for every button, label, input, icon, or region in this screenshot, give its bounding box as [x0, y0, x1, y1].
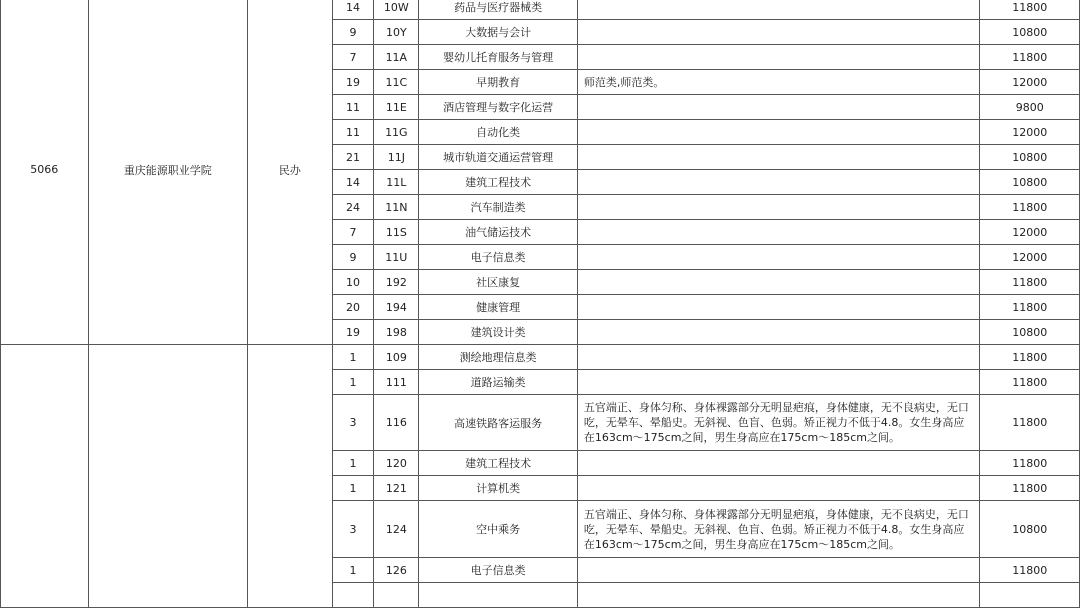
- major-code-cell: 194: [374, 295, 419, 320]
- major-code-cell: 116: [374, 395, 419, 451]
- major-code-cell: 121: [374, 476, 419, 501]
- tuition-fee-cell: 10800: [980, 170, 1080, 195]
- major-code-cell: 192: [374, 270, 419, 295]
- school-type-cell: [248, 345, 333, 608]
- tuition-fee-cell: 10800: [980, 20, 1080, 45]
- remark-cell: [577, 451, 979, 476]
- plan-count-cell: [332, 583, 374, 608]
- plan-count-cell: 1: [332, 451, 374, 476]
- remark-cell: [577, 476, 979, 501]
- remark-cell: 五官端正、身体匀称、身体裸露部分无明显疤痕，身体健康，无不良病史，无口吃，无晕车、晕船史。无斜视、色盲、色弱。矫正视力不低于4.8。女生身高应在163cm～175cm之间，男生身高应在175cm～185cm之间。: [577, 501, 979, 558]
- plan-count-cell: 19: [332, 320, 374, 345]
- tuition-fee-cell: 12000: [980, 70, 1080, 95]
- remark-cell: [577, 370, 979, 395]
- tuition-fee-cell: 10800: [980, 320, 1080, 345]
- major-code-cell: 126: [374, 558, 419, 583]
- tuition-fee-cell: 11800: [980, 270, 1080, 295]
- tuition-fee-cell: 11800: [980, 558, 1080, 583]
- major-name-cell: 计算机类: [419, 476, 578, 501]
- plan-count-cell: 9: [332, 20, 374, 45]
- plan-count-cell: 1: [332, 345, 374, 370]
- major-name-cell: 建筑工程技术: [419, 170, 578, 195]
- major-name-cell: 空中乘务: [419, 501, 578, 558]
- remark-cell: [577, 220, 979, 245]
- tuition-fee-cell: 12000: [980, 120, 1080, 145]
- tuition-fee-cell: 11800: [980, 370, 1080, 395]
- remark-cell: [577, 320, 979, 345]
- major-code-cell: 11L: [374, 170, 419, 195]
- remark-cell: [577, 95, 979, 120]
- plan-count-cell: 3: [332, 395, 374, 451]
- remark-cell: [577, 558, 979, 583]
- remark-cell: [577, 295, 979, 320]
- major-name-cell: 高速铁路客运服务: [419, 395, 578, 451]
- plan-count-cell: 7: [332, 220, 374, 245]
- tuition-fee-cell: 9800: [980, 95, 1080, 120]
- major-code-cell: 10Y: [374, 20, 419, 45]
- school-code-cell: 5066: [1, 0, 89, 345]
- major-code-cell: 109: [374, 345, 419, 370]
- major-code-cell: 11G: [374, 120, 419, 145]
- school-name-cell: [88, 345, 247, 608]
- plan-count-cell: 1: [332, 476, 374, 501]
- major-code-cell: 11N: [374, 195, 419, 220]
- remark-cell: [577, 583, 979, 608]
- major-name-cell: 道路运输类: [419, 370, 578, 395]
- plan-count-cell: 3: [332, 501, 374, 558]
- major-code-cell: 11A: [374, 45, 419, 70]
- tuition-fee-cell: 11800: [980, 45, 1080, 70]
- major-code-cell: 11E: [374, 95, 419, 120]
- major-name-cell: 电子信息类: [419, 558, 578, 583]
- plan-count-cell: 7: [332, 45, 374, 70]
- major-name-cell: 建筑工程技术: [419, 451, 578, 476]
- tuition-fee-cell: [980, 583, 1080, 608]
- major-name-cell: 测绘地理信息类: [419, 345, 578, 370]
- major-code-cell: 10W: [374, 0, 419, 20]
- major-code-cell: 11U: [374, 245, 419, 270]
- plan-count-cell: 11: [332, 95, 374, 120]
- tuition-fee-cell: 12000: [980, 245, 1080, 270]
- major-code-cell: 11C: [374, 70, 419, 95]
- plan-count-cell: 20: [332, 295, 374, 320]
- remark-cell: 五官端正、身体匀称、身体裸露部分无明显疤痕，身体健康，无不良病史，无口吃，无晕车、晕船史。无斜视、色盲、色弱。矫正视力不低于4.8。女生身高应在163cm～175cm之间，男生身高应在175cm～185cm之间。: [577, 395, 979, 451]
- school-name-cell: 重庆能源职业学院: [88, 0, 247, 345]
- major-code-cell: 120: [374, 451, 419, 476]
- tuition-fee-cell: 11800: [980, 345, 1080, 370]
- table-row: [1, 345, 1080, 370]
- tuition-fee-cell: 10800: [980, 501, 1080, 558]
- remark-cell: [577, 345, 979, 370]
- major-name-cell: [419, 583, 578, 608]
- major-name-cell: 自动化类: [419, 120, 578, 145]
- remark-cell: [577, 170, 979, 195]
- school-code-cell: [1, 345, 89, 608]
- major-code-cell: 11S: [374, 220, 419, 245]
- plan-count-cell: 21: [332, 145, 374, 170]
- major-name-cell: 健康管理: [419, 295, 578, 320]
- major-name-cell: 婴幼儿托育服务与管理: [419, 45, 578, 70]
- plan-count-cell: 9: [332, 245, 374, 270]
- school-type-cell: 民办: [248, 0, 333, 345]
- plan-count-cell: 1: [332, 558, 374, 583]
- plan-count-cell: 10: [332, 270, 374, 295]
- remark-cell: 师范类,师范类。: [577, 70, 979, 95]
- remark-cell: [577, 145, 979, 170]
- remark-cell: [577, 0, 979, 20]
- remark-cell: [577, 270, 979, 295]
- plan-count-cell: 14: [332, 0, 374, 20]
- major-name-cell: 建筑设计类: [419, 320, 578, 345]
- tuition-fee-cell: 11800: [980, 195, 1080, 220]
- major-name-cell: 电子信息类: [419, 245, 578, 270]
- plan-count-cell: 19: [332, 70, 374, 95]
- tuition-fee-cell: 12000: [980, 220, 1080, 245]
- remark-cell: [577, 120, 979, 145]
- tuition-fee-cell: 10800: [980, 145, 1080, 170]
- table-row: [1, 0, 1080, 20]
- major-name-cell: 汽车制造类: [419, 195, 578, 220]
- plan-count-cell: 11: [332, 120, 374, 145]
- major-name-cell: 酒店管理与数字化运营: [419, 95, 578, 120]
- plan-count-cell: 1: [332, 370, 374, 395]
- tuition-fee-cell: 11800: [980, 395, 1080, 451]
- major-code-cell: 11J: [374, 145, 419, 170]
- major-name-cell: 城市轨道交通运营管理: [419, 145, 578, 170]
- major-name-cell: 社区康复: [419, 270, 578, 295]
- major-name-cell: 早期教育: [419, 70, 578, 95]
- major-code-cell: [374, 583, 419, 608]
- major-name-cell: 油气储运技术: [419, 220, 578, 245]
- major-code-cell: 198: [374, 320, 419, 345]
- major-code-cell: 124: [374, 501, 419, 558]
- major-name-cell: 药品与医疗器械类: [419, 0, 578, 20]
- plan-count-cell: 24: [332, 195, 374, 220]
- tuition-fee-cell: 11800: [980, 295, 1080, 320]
- major-name-cell: 大数据与会计: [419, 20, 578, 45]
- remark-cell: [577, 245, 979, 270]
- tuition-fee-cell: 11800: [980, 451, 1080, 476]
- tuition-fee-cell: 11800: [980, 0, 1080, 20]
- major-code-cell: 111: [374, 370, 419, 395]
- remark-cell: [577, 20, 979, 45]
- remark-cell: [577, 195, 979, 220]
- tuition-fee-cell: 11800: [980, 476, 1080, 501]
- plan-count-cell: 14: [332, 170, 374, 195]
- remark-cell: [577, 45, 979, 70]
